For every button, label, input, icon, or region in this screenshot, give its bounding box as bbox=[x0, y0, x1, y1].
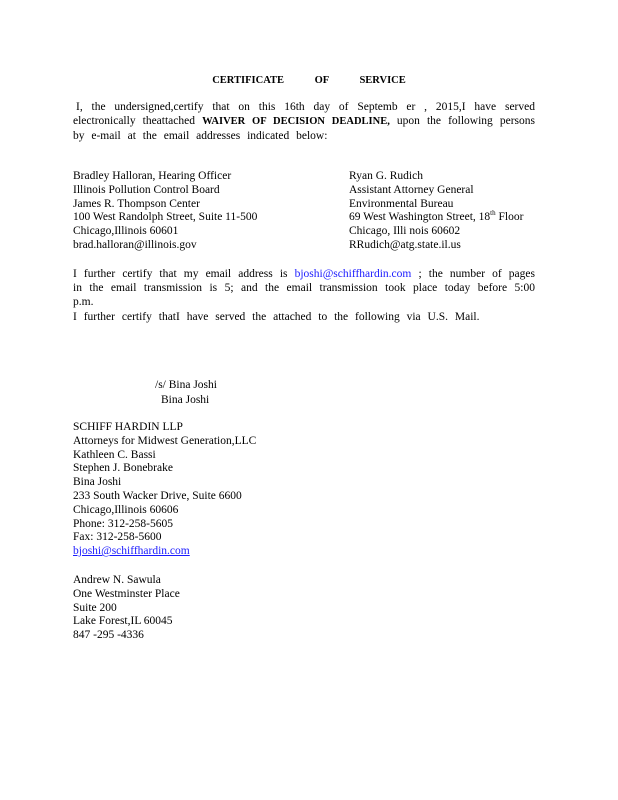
firm-email-link[interactable]: bjoshi@schiffhardin.com bbox=[73, 545, 190, 558]
recipient-right-city: Chicago, Illi nois 60602 bbox=[349, 225, 461, 238]
recipient-left-line: Bradley Halloran, Hearing Officer bbox=[73, 170, 232, 182]
recipient-right-email: RRudich@atg.state.il.us bbox=[349, 238, 461, 251]
mail-recipient-block bbox=[73, 574, 180, 643]
signature-name: Bina Joshi bbox=[161, 394, 210, 406]
recipient-left-line: 100 West Randolph Street, Suite 11-500 bbox=[73, 211, 258, 224]
mail-recipient-phone: 847 -295 -4336 bbox=[73, 629, 144, 642]
firm-line: Kathleen C. Bassi bbox=[73, 448, 156, 461]
firm-line: SCHIFF HARDIN LLP bbox=[73, 421, 183, 433]
recipient-right-address bbox=[349, 211, 523, 225]
firm-line: 233 South Wacker Drive, Suite 6600 bbox=[73, 489, 242, 502]
address-floor: Floor bbox=[495, 211, 524, 224]
document-title: CERTIFICATE OF SERVICE bbox=[212, 75, 406, 86]
recipient-left-email: brad.halloran@illinois.gov bbox=[73, 238, 197, 251]
certify-email-post: ; the number of pages in the email transmission is 5; and the email transmission took place today before 5:00 p.m. bbox=[73, 268, 535, 308]
firm-line: Fax: 312-258-5600 bbox=[73, 531, 162, 544]
recipient-left-line: James R. Thompson Center bbox=[73, 197, 200, 210]
mail-recipient-line: Andrew N. Sawula bbox=[73, 574, 161, 586]
certify-email-pre: I further certify that my email address is bbox=[73, 268, 295, 280]
intro-text-2: upon the following persons by e-mail at the email addresses indicated below: bbox=[73, 115, 535, 142]
firm-line: Chicago,Illinois 60606 bbox=[73, 503, 179, 516]
address-ordinal: th bbox=[490, 209, 496, 218]
certify-email-paragraph bbox=[73, 267, 535, 309]
recipient-right-line: Ryan G. Rudich bbox=[349, 170, 423, 182]
recipient-left-line: Chicago,Illinois 60601 bbox=[73, 225, 179, 238]
recipient-left-line: Illinois Pollution Control Board bbox=[73, 183, 220, 196]
mail-recipient-line: Suite 200 bbox=[73, 601, 117, 614]
sender-email-link[interactable]: bjoshi@schiffhardin.com bbox=[294, 268, 412, 280]
recipient-right-line: Assistant Attorney General bbox=[349, 183, 474, 196]
firm-line: Bina Joshi bbox=[73, 476, 122, 489]
firm-line: Stephen J. Bonebrake bbox=[73, 462, 173, 475]
certify-mail-paragraph: I further certify thatI have served the attached to the following via U.S. Mail. bbox=[73, 311, 480, 323]
recipient-right-block bbox=[349, 170, 523, 253]
intro-paragraph bbox=[73, 100, 535, 143]
document-name: WAIVER OF DECISION DEADLINE, bbox=[202, 116, 390, 127]
firm-line: Phone: 312-258-5605 bbox=[73, 517, 173, 530]
recipient-right-line: Environmental Bureau bbox=[349, 197, 454, 210]
intro-text-1: I, the undersigned,certify that on this 16th day of Septemb er , 2015,I have served electronically theattached bbox=[73, 101, 535, 127]
address-street: 69 West Washington Street, 18 bbox=[349, 211, 491, 224]
mail-recipient-line: One Westminster Place bbox=[73, 587, 180, 600]
firm-block bbox=[73, 421, 256, 559]
firm-line: Attorneys for Midwest Generation,LLC bbox=[73, 434, 257, 447]
mail-recipient-line: Lake Forest,IL 60045 bbox=[73, 615, 173, 628]
recipient-left-block bbox=[73, 170, 257, 253]
signature-line: /s/ Bina Joshi bbox=[155, 379, 217, 391]
